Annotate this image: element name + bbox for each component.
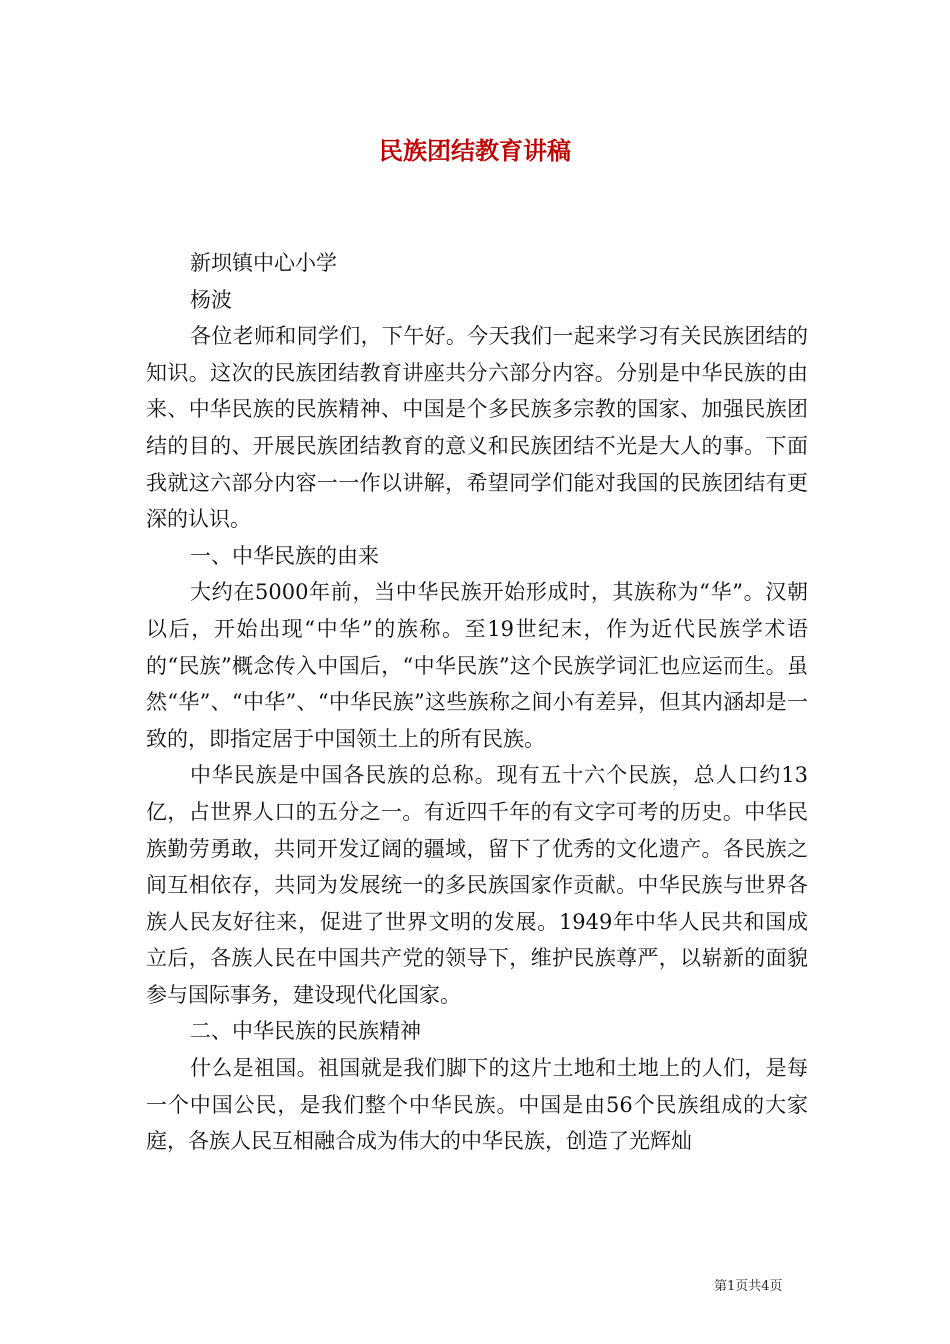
school-name: 新坝镇中心小学 xyxy=(190,251,337,275)
section-heading: 一、中华民族的由来 xyxy=(190,543,379,568)
body-paragraph: 什么是祖国。祖国就是我们脚下的这片土地和土地上的人们，是每一个中国公民，是我们整个中华民族。中国是由56个民族组成的大家庭，各族人民互相融合成为伟大的中华民族，创造了光辉灿 xyxy=(146,1056,808,1154)
author-name: 杨波 xyxy=(190,287,232,312)
document-body xyxy=(146,245,808,1160)
document-title: 民族团结教育讲稿 xyxy=(379,136,571,165)
page-number: 第1页共4页 xyxy=(714,1279,783,1294)
body-paragraph: 中华民族是中国各民族的总称。现有五十六个民族，总人口约13亿，占世界人口的五分之一。有近四千年的有文字可考的历史。中华民族勤劳勇敢，共同开发辽阔的疆域，留下了优秀的文化遗产。各民族之间互相依存，共同为发展统一的多民族国家作贡献。中华民族与世界各族人民友好往来，促进了世界文明的发展。1949年中华人民共和国成立后，各族人民在中国共产党的领导下，维护民族尊严，以崭新的面貌参与国际事务，建设现代化国家。 xyxy=(146,763,808,1007)
body-paragraph: 大约在5000年前，当中华民族开始形成时，其族称为“华”。汉朝以后，开始出现“中华”的族称。至19世纪末，作为近代民族学术语的“民族”概念传入中国后，“中华民族”这个民族学词汇也应运而生。虽然“华”、“中华”、“中华民族”这些族称之间小有差异，但其内涵却是一致的，即指定居于中国领土上的所有民族。 xyxy=(146,580,808,751)
body-paragraph: 各位老师和同学们，下午好。今天我们一起来学习有关民族团结的知识。这次的民族团结教育讲座共分六部分内容。分别是中华民族的由来、中华民族的民族精神、中国是个多民族多宗教的国家、加强民族团结的目的、开展民族团结教育的意义和民族团结不光是大人的事。下面我就这六部分内容一一作以讲解，希望同学们能对我国的民族团结有更深的认识。 xyxy=(146,324,808,532)
section-heading: 二、中华民族的民族精神 xyxy=(190,1019,421,1044)
